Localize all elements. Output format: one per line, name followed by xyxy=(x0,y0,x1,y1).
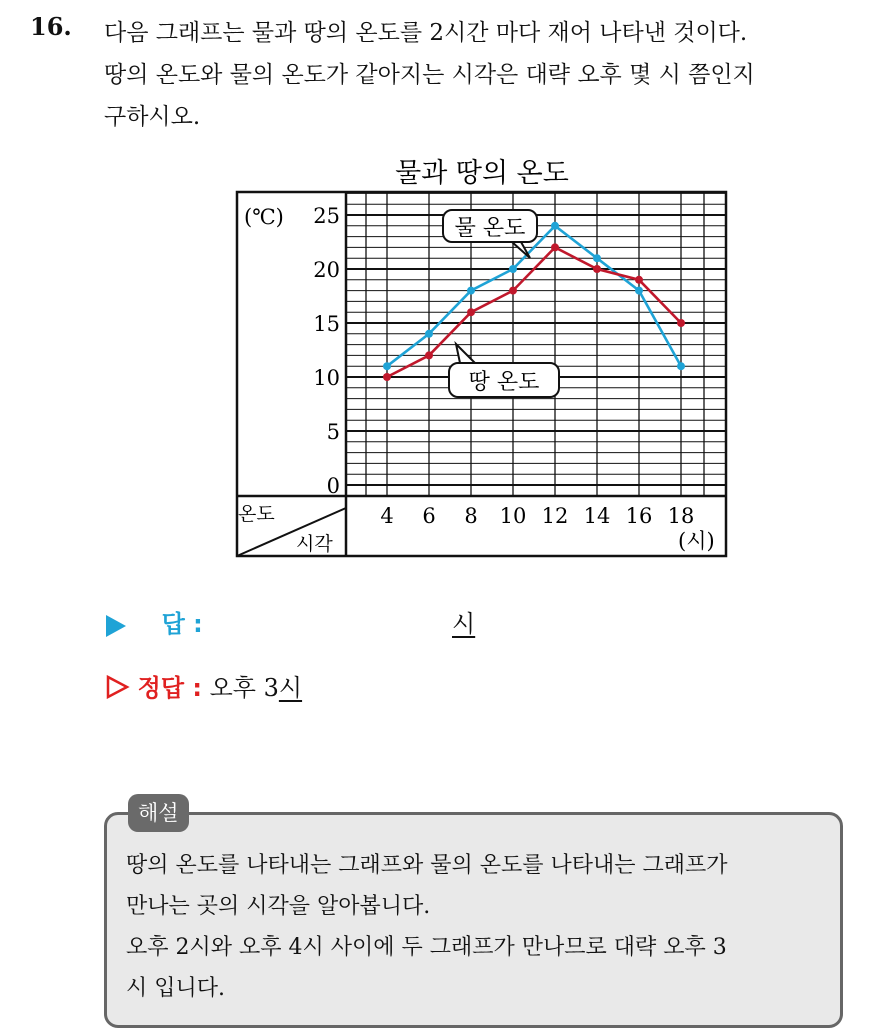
correct-answer-label: 정답 : xyxy=(137,674,202,702)
explanation-line-4: 시 입니다. xyxy=(126,976,225,1001)
x-tick-labels xyxy=(380,504,694,528)
correct-answer-value: 오후 3 xyxy=(209,674,279,702)
y-tick-label: 25 xyxy=(313,204,340,228)
y-tick-labels xyxy=(313,204,340,498)
x-tick-label: 18 xyxy=(667,504,695,528)
play-triangle-icon xyxy=(106,615,126,637)
x-tick-label: 4 xyxy=(380,504,394,528)
question-line-2: 땅의 온도와 물의 온도가 같아지는 시각은 대략 오후 몇 시 쯤인지 xyxy=(104,62,755,88)
x-tick-label: 12 xyxy=(541,504,569,528)
water-temperature-point xyxy=(593,254,601,262)
ground-temperature-point xyxy=(425,351,433,359)
question-line-3: 구하시오. xyxy=(104,104,201,130)
water-temperature-line xyxy=(387,226,681,366)
answer-label: 답 : xyxy=(161,610,203,638)
x-tick-label: 16 xyxy=(625,504,653,528)
water-temperature-point xyxy=(383,362,391,370)
correct-answer-row xyxy=(106,668,302,703)
ground-temperature-point xyxy=(509,287,517,295)
ground-callout-label: 땅 온도 xyxy=(468,370,540,395)
ground-callout-tail xyxy=(456,344,475,363)
water-temperature-point xyxy=(425,330,433,338)
ground-callout xyxy=(449,344,559,397)
ground-temperature-point xyxy=(467,308,475,316)
corner-label-time: 시각 xyxy=(296,533,333,555)
explanation-line-3: 오후 2시와 오후 4시 사이에 두 그래프가 만나므로 대략 오후 3 xyxy=(126,935,727,960)
ground-temperature-point xyxy=(383,373,391,381)
water-temperature-point xyxy=(635,287,643,295)
ground-temperature-point xyxy=(677,319,685,327)
x-tick-label: 10 xyxy=(499,504,527,528)
y-tick-label: 5 xyxy=(326,420,340,444)
water-callout-tail xyxy=(512,242,530,258)
y-tick-label: 20 xyxy=(313,258,340,282)
answer-unit: 시 xyxy=(452,610,476,638)
y-tick-label: 15 xyxy=(313,312,340,336)
question-line-1: 다음 그래프는 물과 땅의 온도를 2시간 마다 재어 나타낸 것이다. xyxy=(104,20,748,46)
correct-answer-unit: 시 xyxy=(278,674,303,702)
ground-temperature-point xyxy=(593,265,601,273)
x-tick-label: 14 xyxy=(583,504,611,528)
explanation-line-2: 만나는 곳의 시각을 알아봅니다. xyxy=(126,894,431,919)
water-callout xyxy=(443,210,537,258)
y-unit-label: (℃) xyxy=(244,205,284,229)
explanation-line-1: 땅의 온도를 나타내는 그래프와 물의 온도를 나타내는 그래프가 xyxy=(126,853,728,878)
x-tick-label: 6 xyxy=(422,504,436,528)
water-temperature-point xyxy=(677,362,685,370)
x-unit-label: (시) xyxy=(678,529,715,553)
y-tick-label: 0 xyxy=(326,474,340,498)
outline-triangle-icon xyxy=(106,675,130,699)
water-temperature-point xyxy=(509,265,517,273)
question-number: 16. xyxy=(30,12,72,41)
answer-row xyxy=(106,604,476,639)
chart-title: 물과 땅의 온도 xyxy=(395,158,569,189)
y-tick-label: 10 xyxy=(313,366,340,390)
water-temperature-point xyxy=(551,222,559,230)
water-temperature-point xyxy=(467,287,475,295)
ground-temperature-point xyxy=(551,243,559,251)
x-tick-label: 8 xyxy=(464,504,478,528)
water-callout-label: 물 온도 xyxy=(454,216,526,241)
explanation-badge: 해설 xyxy=(128,794,189,832)
corner-label-temperature: 온도 xyxy=(238,503,275,525)
ground-temperature-point xyxy=(635,276,643,284)
